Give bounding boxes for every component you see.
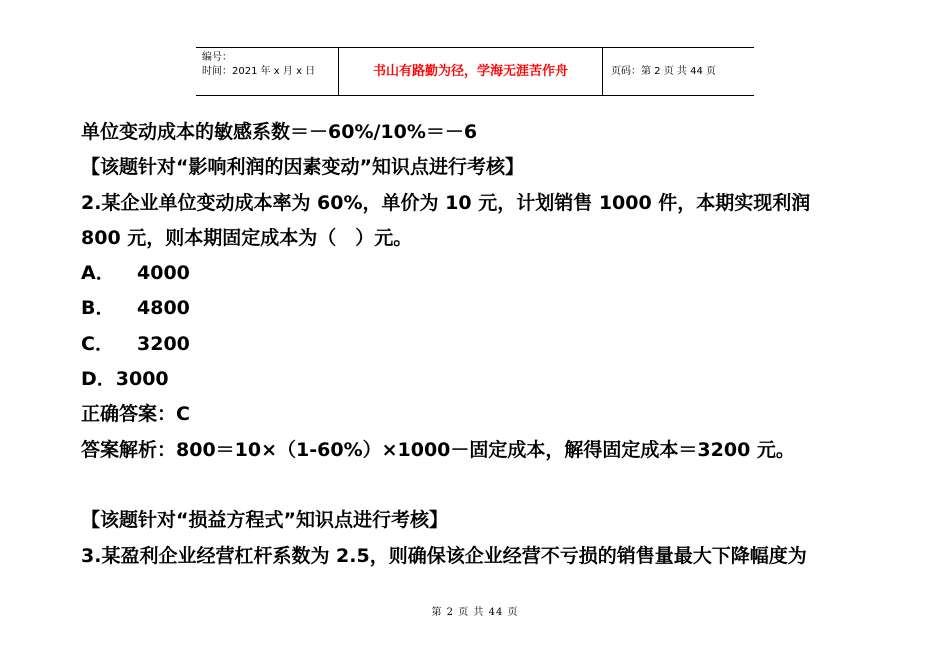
option-a-letter: A． (81, 262, 115, 285)
sensitivity-line: 单位变动成本的敏感系数＝－60%/10%＝－6 (81, 121, 478, 143)
blank-line (81, 468, 881, 503)
page-footer: 第 2 页 共 44 页 (431, 607, 519, 618)
answer-explanation: 答案解析：800＝10×（1-60%）×1000－固定成本，解得固定成本＝3200 元。 (81, 438, 795, 461)
option-d: D．3000 (81, 368, 169, 391)
correct-answer: 正确答案：C (81, 403, 190, 426)
topic-tag-3: 【该题针对“损益方程式”知识点进行考核】 (81, 509, 448, 532)
document-body (81, 115, 881, 574)
question-2-line-1: 2.某企业单位变动成本率为 60%，单价为 10 元，计划销售 1000 件，本期实现利润 (81, 191, 811, 214)
time-label: 时间：2021 年 x 月 x 日 (202, 66, 316, 77)
option-a (81, 256, 881, 291)
header-page-cell (603, 48, 754, 95)
page-code: 页码：第 2 页 共 44 页 (611, 65, 716, 77)
option-b (81, 291, 881, 326)
topic-tag-1: 【该题针对“影响利润的因素变动”知识点进行考核】 (81, 156, 524, 179)
number-label: 编号： (202, 52, 232, 63)
question-2-line-2: 800 元，则本期固定成本为（ ）元。 (81, 226, 413, 249)
option-c (81, 327, 881, 362)
question-3-line-1: 3.某盈利企业经营杠杆系数为 2.5，则确保该企业经营不亏损的销售量最大下降幅度为 (81, 544, 807, 567)
option-a-value: 4000 (137, 262, 190, 285)
option-c-letter: C． (81, 332, 114, 355)
header-motto-cell (339, 48, 603, 95)
option-b-letter: B． (81, 297, 115, 320)
option-b-value: 4800 (137, 297, 190, 320)
motto-text: 书山有路勤为径，学海无涯苦作舟 (372, 63, 568, 79)
header-meta-cell (196, 48, 339, 95)
header-table (196, 47, 754, 96)
option-c-value: 3200 (137, 332, 190, 355)
